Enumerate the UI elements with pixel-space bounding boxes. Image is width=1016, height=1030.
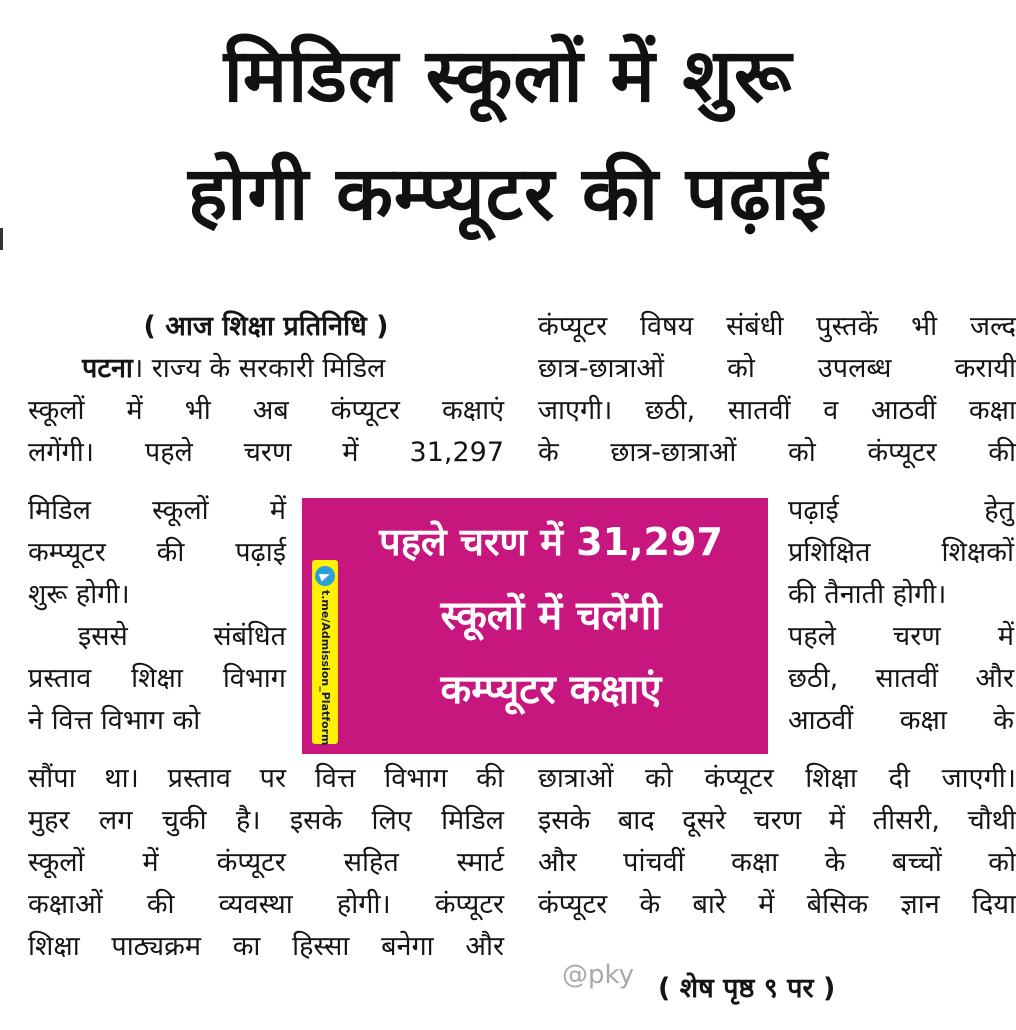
right-narrow-line: आठवीं कक्षा के	[788, 705, 1014, 736]
left-line: लगेंगी। पहले चरण में 31,297	[28, 437, 504, 468]
left-line: सौंपा था। प्रस्ताव पर वित्त विभाग की	[28, 763, 504, 794]
byline: ( आज शिक्षा प्रतिनिधि )	[143, 311, 389, 342]
telegram-icon	[315, 566, 335, 586]
left-narrow-line: प्रस्ताव शिक्षा विभाग	[28, 663, 286, 694]
callout-line-1: पहले चरण में 31,297	[379, 520, 723, 564]
left-line: शिक्षा पाठ्यक्रम का हिस्सा बनेगा और	[28, 931, 504, 962]
watermark: @pky	[562, 960, 635, 990]
callout-line-2: स्कूलों में चलेंगी	[440, 593, 662, 639]
dateline: पटना	[82, 353, 133, 384]
right-line: इसके बाद दूसरे चरण में तीसरी, चौथी	[538, 805, 1016, 836]
lead-text: । राज्य के सरकारी मिडिल	[132, 353, 386, 384]
right-narrow-line: पढ़ाई हेतु	[788, 495, 1014, 526]
right-line: छात्राओं को कंप्यूटर शिक्षा दी जाएगी।	[538, 763, 1016, 794]
left-narrow-line: मिडिल स्कूलों में	[28, 495, 286, 526]
continued-note: ( शेष पृष्ठ ९ पर )	[658, 973, 836, 1004]
right-narrow-line: प्रशिक्षित शिक्षकों	[788, 537, 1014, 568]
right-line: जाएगी। छठी, सातवीं व आठवीं कक्षा	[538, 395, 1016, 426]
left-narrow-line: ने वित्त विभाग को	[28, 705, 201, 736]
right-narrow-line: पहले चरण में	[788, 621, 1014, 652]
right-line: कंप्यूटर विषय संबंधी पुस्तकें भी जल्द	[538, 311, 1016, 342]
page-edge-mark	[0, 228, 3, 250]
left-narrow-line: इससे संबंधित	[78, 621, 286, 652]
left-narrow-line: कम्प्यूटर की पढ़ाई	[28, 537, 286, 568]
left-line: स्कूलों में भी अब कंप्यूटर कक्षाएं	[28, 395, 504, 426]
headline-line-2: होगी कम्प्यूटर की पढ़ाई	[188, 151, 828, 237]
left-line: मुहर लग चुकी है। इसके लिए मिडिल	[28, 805, 504, 836]
callout-line-3: कम्प्यूटर कक्षाएं	[440, 667, 662, 713]
left-lead-line	[28, 348, 504, 390]
right-line: कंप्यूटर के बारे में बेसिक ज्ञान दिया	[538, 889, 1016, 920]
telegram-tag-text: t.me/Admission_Platform	[319, 590, 332, 746]
telegram-tag	[312, 560, 338, 744]
highlight-callout	[302, 498, 768, 754]
left-narrow-line: शुरू होगी।	[28, 579, 130, 610]
right-line: के छात्र-छात्राओं को कंप्यूटर की	[538, 437, 1016, 468]
right-narrow-line: की तैनाती होगी।	[788, 579, 947, 610]
right-line: छात्र-छात्राओं को उपलब्ध करायी	[538, 353, 1016, 384]
headline-line-1: मिडिल स्कूलों में शुरू	[223, 33, 793, 119]
right-line: और पांचवीं कक्षा के बच्चों को	[538, 847, 1016, 878]
left-line: कक्षाओं की व्यवस्था होगी। कंप्यूटर	[28, 889, 504, 920]
left-line: स्कूलों में कंप्यूटर सहित स्मार्ट	[28, 847, 504, 878]
right-narrow-line: छठी, सातवीं और	[788, 663, 1014, 694]
